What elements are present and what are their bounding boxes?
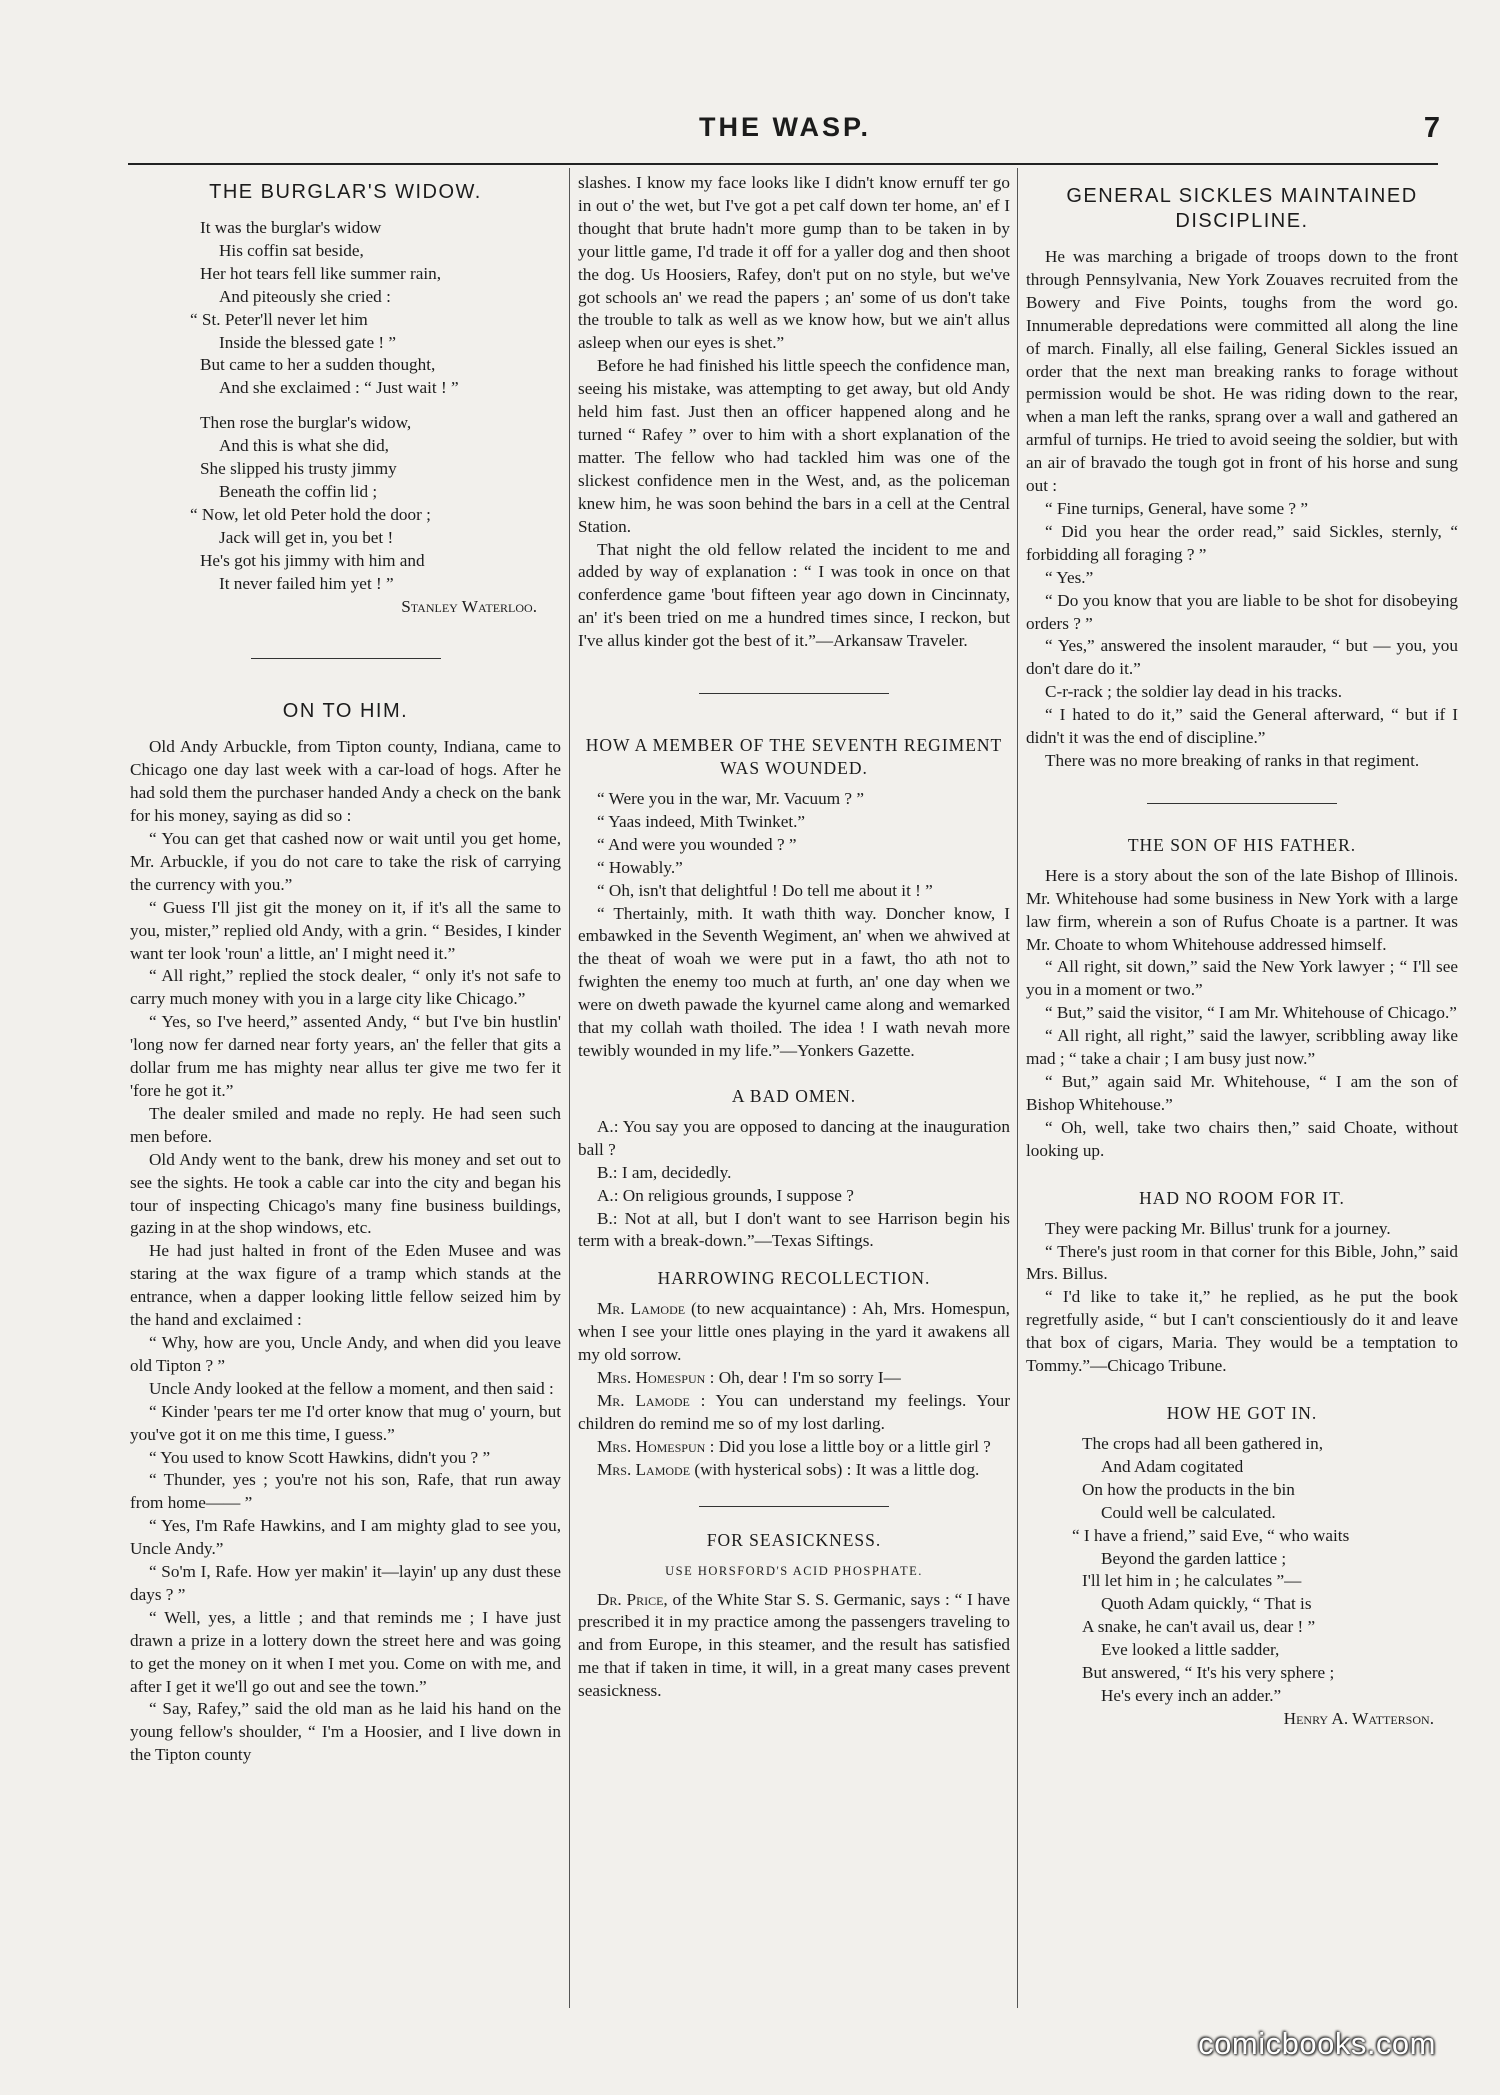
- article-title: HOW A MEMBER OF THE SEVENTH REGIMENT WAS WOUNDED.: [585, 735, 1003, 779]
- poem-line: I'll let him in ; he calculates ”—: [1082, 1571, 1302, 1591]
- article-title: FOR SEASICKNESS.: [706, 1529, 882, 1550]
- paragraph: Here is a story about the son of the late Bishop of Illinois. Mr. Whitehouse had some business in New York with a large law firm, wherein a son of Rufus Choate is a partner. It was Mr. Choate to whom Whitehouse addressed himself.: [1026, 865, 1458, 954]
- paragraph: “ Do you know that you are liable to be shot for disobeying orders ? ”: [1026, 590, 1458, 633]
- section-divider: [699, 1506, 889, 1507]
- paragraph: “ Guess I'll jist git the money on it, if it's all the same to you, mister,” replied old Andy, with a grin. “ Besides, I kinder want ter look 'roun' a little, an' I might need it.”: [130, 897, 561, 963]
- paragraph: “ You can get that cashed now or wait until you get home, Mr. Arbuckle, if you do not care to take the risk of carrying the currency with you.”: [130, 829, 561, 894]
- column-right: [1026, 172, 1458, 1731]
- dialogue-line: Mrs. Lamode (with hysterical sobs) : It was a little dog.: [597, 1459, 980, 1479]
- poem-line: The crops had all been gathered in,: [1082, 1433, 1324, 1453]
- paragraph: “ Why, how are you, Uncle Andy, and when did you leave old Tipton ? ”: [130, 1332, 561, 1375]
- poem: [1026, 1433, 1458, 1708]
- poem-line: A snake, he can't avail us, dear ! ”: [1082, 1617, 1316, 1637]
- poem-line: She slipped his trusty jimmy: [200, 459, 397, 479]
- page-number: 7: [1423, 112, 1440, 144]
- paragraph: “ Fine turnips, General, have some ? ”: [1045, 498, 1308, 518]
- paragraph: Uncle Andy looked at the fellow a moment, and then said :: [149, 1378, 554, 1398]
- paragraph: “ And were you wounded ? ”: [597, 834, 797, 854]
- article-body: [130, 736, 561, 1767]
- paragraph: They were packing Mr. Billus' trunk for a journey.: [1045, 1218, 1391, 1238]
- poem-line: “ Now, let old Peter hold the door ;: [190, 504, 431, 524]
- paragraph: “ Say, Rafey,” said the old man as he laid his hand on the young fellow's shoulder, “ I'm a Hoosier, and I live down in the Tipton county: [130, 1699, 561, 1765]
- paragraph: “ But,” said the visitor, “ I am Mr. Whitehouse of Chicago.”: [1045, 1003, 1457, 1023]
- poem-line: And piteously she cried :: [219, 286, 391, 306]
- paragraph: There was no more breaking of ranks in that regiment.: [1045, 750, 1420, 770]
- poem-line: He's every inch an adder.”: [1101, 1685, 1282, 1705]
- paragraph: “ Yes, so I've heerd,” assented Andy, “ but I've bin hustlin' 'long now fer darned near forty years, an' the feller that gits a dollar frum me has mighty near allus ter give me two fer it 'fore he got it.”: [130, 1012, 561, 1100]
- paragraph: Old Andy went to the bank, drew his money and set out to see the sights. He took a cable car into the city and began his tour of inspecting Chicago's many fine business buildings, gazing in at the shop windows, etc.: [130, 1149, 561, 1238]
- poem-line: And she exclaimed : “ Just wait ! ”: [219, 378, 459, 398]
- paragraph: Old Andy Arbuckle, from Tipton county, Indiana, came to Chicago one day last week with a car-load of hogs. After he had sold them the purchaser handed Andy a check on the bank for his money, saying as did so :: [130, 737, 561, 826]
- paragraph: He had just halted in front of the Eden Musee and was staring at the wax figure of a tramp which stands at the entrance, when a dapper looking little fellow seized him by the hand and exclaimed :: [130, 1241, 561, 1330]
- section-divider: [1147, 803, 1337, 804]
- page-header: [130, 112, 1440, 152]
- dialogue-line: A.: You say you are opposed to dancing at the inauguration ball ?: [578, 1116, 1010, 1159]
- paragraph: “ Howably.”: [597, 857, 683, 877]
- paragraph: “ I hated to do it,” said the General afterward, “ but if I didn't it was the end of discipline.”: [1026, 705, 1458, 748]
- author-signature: Stanley Waterloo.: [401, 596, 537, 616]
- paragraph: “ Yes, I'm Rafe Hawkins, and I am mighty glad to see you, Uncle Andy.”: [130, 1516, 561, 1559]
- site-watermark: comicbooks.com: [1198, 2026, 1436, 2061]
- article-title: HOW HE GOT IN.: [1166, 1402, 1318, 1423]
- paragraph: “ Oh, well, take two chairs then,” said Choate, without looking up.: [1026, 1117, 1458, 1160]
- paragraph: “ You used to know Scott Hawkins, didn't you ? ”: [149, 1447, 491, 1467]
- section-divider: [251, 658, 441, 659]
- article-title: HARROWING RECOLLECTION.: [657, 1268, 931, 1289]
- dialogue-line: Mr. Lamode (to new acquaintance) : Ah, Mrs. Homespun, when I see your little ones playing in the yard it awakens all my old sorrow.: [578, 1299, 1010, 1365]
- column-divider: [569, 168, 570, 2008]
- author-signature: Henry A. Watterson.: [1283, 1708, 1434, 1728]
- dialogue-line: Mrs. Homespun : Oh, dear ! I'm so sorry I—: [597, 1368, 901, 1388]
- poem-line: Her hot tears fell like summer rain,: [200, 263, 442, 283]
- poem-line: Could well be calculated.: [1101, 1502, 1276, 1522]
- paragraph: “ All right,” replied the stock dealer, “ only it's not safe to carry much money with you in a large city like Chicago.”: [130, 966, 561, 1009]
- paragraph: “ Thertainly, mith. It wath thith way. Doncher know, I embawked in the Seventh Wegiment, an' when we ahwived at the theat of woah we were put in a fawt, tho ath not to fwighten the enemy too much at furth, an' one day when we were on dweth pawade the kyurnel came along and wemarked that my collah wath thoiled. The idea ! I wath nevah more tewibly wounded in my life.”—Yonkers Gazette.: [578, 903, 1010, 1060]
- poem-line: Beyond the garden lattice ;: [1101, 1548, 1287, 1568]
- poem-line: “ I have a friend,” said Eve, “ who waits: [1072, 1525, 1350, 1545]
- paragraph: “ Yes.”: [1045, 567, 1094, 587]
- column-middle: [578, 172, 1010, 1703]
- poem-line: His coffin sat beside,: [219, 240, 364, 260]
- poem-line: Then rose the burglar's widow,: [200, 413, 412, 433]
- dialogue-line: Mrs. Homespun : Did you lose a little boy or a little girl ?: [597, 1436, 991, 1456]
- article-title: GENERAL SICKLES MAINTAINED DISCIPLINE.: [1066, 185, 1418, 232]
- paragraph: “ Yaas indeed, Mith Twinket.”: [597, 811, 806, 831]
- poem-line: Beneath the coffin lid ;: [219, 481, 378, 501]
- dialogue-line: A.: On religious grounds, I suppose ?: [597, 1185, 854, 1205]
- article-title: A BAD OMEN.: [731, 1085, 857, 1106]
- paragraph: The dealer smiled and made no reply. He had seen such men before.: [130, 1103, 561, 1146]
- paragraph: “ Kinder 'pears ter me I'd orter know that mug o' yourn, but you've got it on me this time, I guess.”: [130, 1401, 561, 1444]
- poem-line: He's got his jimmy with him and: [200, 550, 425, 570]
- paragraph: slashes. I know my face looks like I didn't know ernuff ter go in out o' the wet, but I've got a pet calf down ter home, an' ef I thought that brute hadn't more gump than to be taken in by your little game, I'd trade it off for a yaller dog and then shoot the dog. Us Hoosiers, Rafey, don't put on no style, but we've got schools an' we read the papers ; an' some of us don't take the trouble to talk as well as we know how, but we ain't allus asleep when our eyes is shet.”: [578, 173, 1010, 353]
- paragraph: “ Oh, isn't that delightful ! Do tell me about it ! ”: [597, 880, 933, 900]
- poem-line: But came to her a sudden thought,: [200, 355, 436, 375]
- paragraph: “ But,” again said Mr. Whitehouse, “ I am the son of Bishop Whitehouse.”: [1026, 1072, 1458, 1114]
- paragraph: “ Did you hear the order read,” said Sickles, sternly, “ forbidding all foraging ? ”: [1026, 521, 1458, 564]
- article-title: THE BURGLAR'S WIDOW.: [209, 181, 482, 203]
- poem-line: But answered, “ It's his very sphere ;: [1082, 1663, 1335, 1683]
- paragraph: Dr. Price, of the White Star S. S. Germanic, says : “ I have prescribed it in my practice among the passengers traveling to and from Europe, in this steamer, and the result has satisfied me that if taken in time, it will, in a great many cases prevent seasickness.: [578, 1589, 1011, 1701]
- paragraph: C-r-rack ; the soldier lay dead in his tracks.: [1045, 682, 1342, 702]
- paragraph: “ There's just room in that corner for this Bible, John,” said Mrs. Billus.: [1026, 1241, 1458, 1284]
- poem-line: On how the products in the bin: [1082, 1479, 1295, 1499]
- paragraph: “ Yes,” answered the insolent marauder, “ but — you, you don't dare do it.”: [1026, 636, 1458, 679]
- article-subtitle: USE HORSFORD'S ACID PHOSPHATE.: [665, 1563, 923, 1578]
- poem-line: Eve looked a little sadder,: [1101, 1640, 1280, 1660]
- dialogue-line: B.: I am, decidedly.: [597, 1162, 732, 1182]
- poem-line: And this is what she did,: [219, 436, 389, 456]
- column-left: [130, 172, 561, 1767]
- poem-line: “ St. Peter'll never let him: [190, 309, 368, 329]
- paragraph: “ All right, sit down,” said the New York lawyer ; “ I'll see you in a moment or two.”: [1026, 957, 1458, 1000]
- paragraph: Before he had finished his little speech the confidence man, seeing his mistake, was attempting to get away, but old Andy held him fast. Just then an officer happened along and he turned “ Rafey ” over to him with a short explanation of the matter. The fellow who had tackled him was one of the slickest confidence men in the West, and, as the policeman knew him, he was soon behind the bars in a cell at the Central Station.: [578, 356, 1010, 536]
- paragraph: He was marching a brigade of troops down to the front through Pennsylvania, New York Zouaves recruited from the Bowery and Five Points, toughs from the word go. Innumerable depredations were committed all along the line of march. Finally, all else failing, General Sickles issued an order that the next man breaking ranks to forage without permission would be shot. He was riding down to the rear, when a man left the ranks, sprang over a wall and gathered an armful of turnips. He tried to avoid seeing the soldier, but with an air of bravado the tough got in front of his horse and sung out :: [1026, 247, 1458, 496]
- masthead-title: THE WASP.: [698, 112, 872, 142]
- poem-line: Jack will get in, you bet !: [219, 527, 394, 547]
- poem-line: Quoth Adam quickly, “ That is: [1101, 1594, 1312, 1614]
- paragraph: “ So'm I, Rafe. How yer makin' it—layin' up any dust these days ? ”: [130, 1562, 561, 1604]
- paragraph: That night the old fellow related the incident to me and added by way of explanation : “ I was took in once on that conferdence game 'bout fifteen year ago down in Cincinnaty, an' it's been tried on me a hundred times since, I reckon, but I've allus kinder got the best of it.”—Arkansaw Traveler.: [578, 539, 1010, 651]
- article-title: ON TO HIM.: [282, 700, 409, 723]
- poem-line: Inside the blessed gate ! ”: [219, 332, 397, 352]
- paragraph: “ Were you in the war, Mr. Vacuum ? ”: [597, 789, 864, 809]
- poem: [130, 217, 561, 596]
- paragraph: “ Thunder, yes ; you're not his son, Rafe, that run away from home—— ”: [130, 1470, 561, 1513]
- header-rule: [128, 163, 1438, 165]
- poem-line: It was the burglar's widow: [200, 218, 382, 237]
- poem-line: And Adam cogitated: [1101, 1456, 1244, 1476]
- dialogue-line: Mr. Lamode : You can understand my feelings. Your children do remind me so of my lost darling.: [578, 1390, 1010, 1433]
- poem-line: It never failed him yet ! ”: [219, 573, 394, 593]
- article-title: HAD NO ROOM FOR IT.: [1139, 1187, 1345, 1208]
- section-divider: [699, 693, 889, 694]
- paragraph: “ Well, yes, a little ; and that reminds me ; I have just drawn a prize in a lottery down the street here and was going to get the money on it when I met you. Come on with me, and after I get it we'll go out and see the town.”: [130, 1607, 561, 1696]
- paragraph: “ All right, all right,” said the lawyer, scribbling away like mad ; “ take a chair ; I am busy just now.”: [1026, 1026, 1458, 1069]
- article-title: THE SON OF HIS FATHER.: [1127, 834, 1357, 855]
- dialogue-line: B.: Not at all, but I don't want to see Harrison begin his term with a break-down.”—Texas Siftings.: [578, 1208, 1011, 1251]
- column-divider: [1017, 168, 1018, 2008]
- paragraph: “ I'd like to take it,” he replied, as he put the book regretfully aside, “ but I can't conscientiously do it and leave that box of cigars, Maria. They would be a temptation to Tommy.”—Chicago Tribune.: [1026, 1287, 1458, 1376]
